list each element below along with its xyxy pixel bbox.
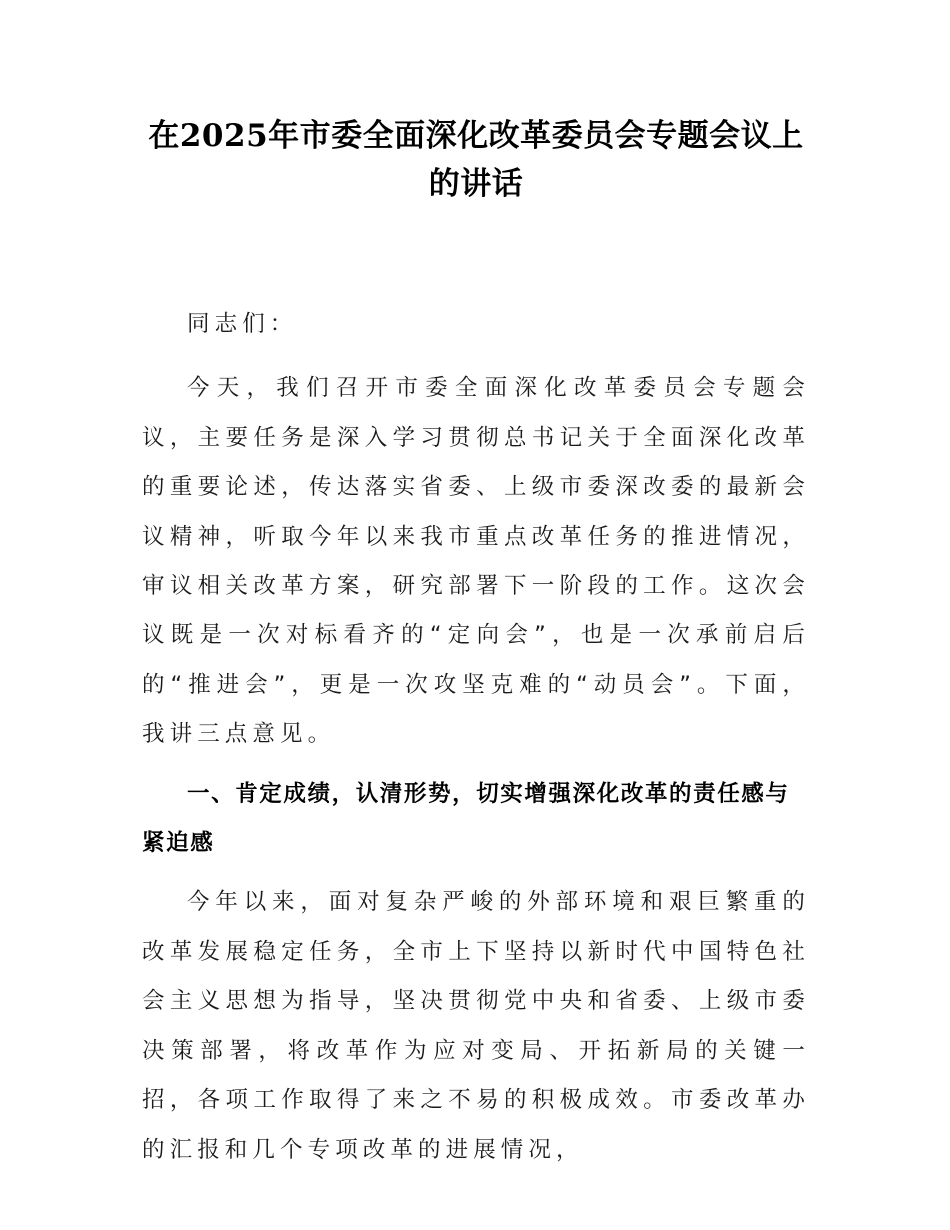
salutation: 同志们： (187, 311, 298, 337)
section-1-paragraph: 今年以来，面对复杂严峻的外部环境和艰巨繁重的改革发展稳定任务，全市上下坚持以新时代中国特色社会主义思想为指导，坚决贯彻党中央和省委、上级市委决策部署，将改革作为应对变局、开拓新局的关键一招，各项工作取得了来之不易的积极成效。市委改革办的汇报和几个专项改革的进展情况， (142, 889, 810, 1163)
opening-paragraph: 今天，我们召开市委全面深化改革委员会专题会议，主要任务是深入学习贯彻总书记关于全面深化改革的重要论述，传达落实省委、上级市委深改委的最新会议精神，听取今年以来我市重点改革任务的推进情况，审议相关改革方案，研究部署下一阶段的工作。这次会议既是一次对标看齐的“定向会”，也是一次承前启后的“推进会”，更是一次攻坚克难的“动员会”。下面，我讲三点意见。 (142, 375, 810, 748)
document-title: 在2025年市委全面深化改革委员会专题会议上的讲话 (148, 118, 804, 202)
document-content (142, 112, 810, 1175)
section-heading-1: 一、肯定成绩，认清形势，切实增强深化改革的责任感与紧迫感 (142, 780, 790, 857)
